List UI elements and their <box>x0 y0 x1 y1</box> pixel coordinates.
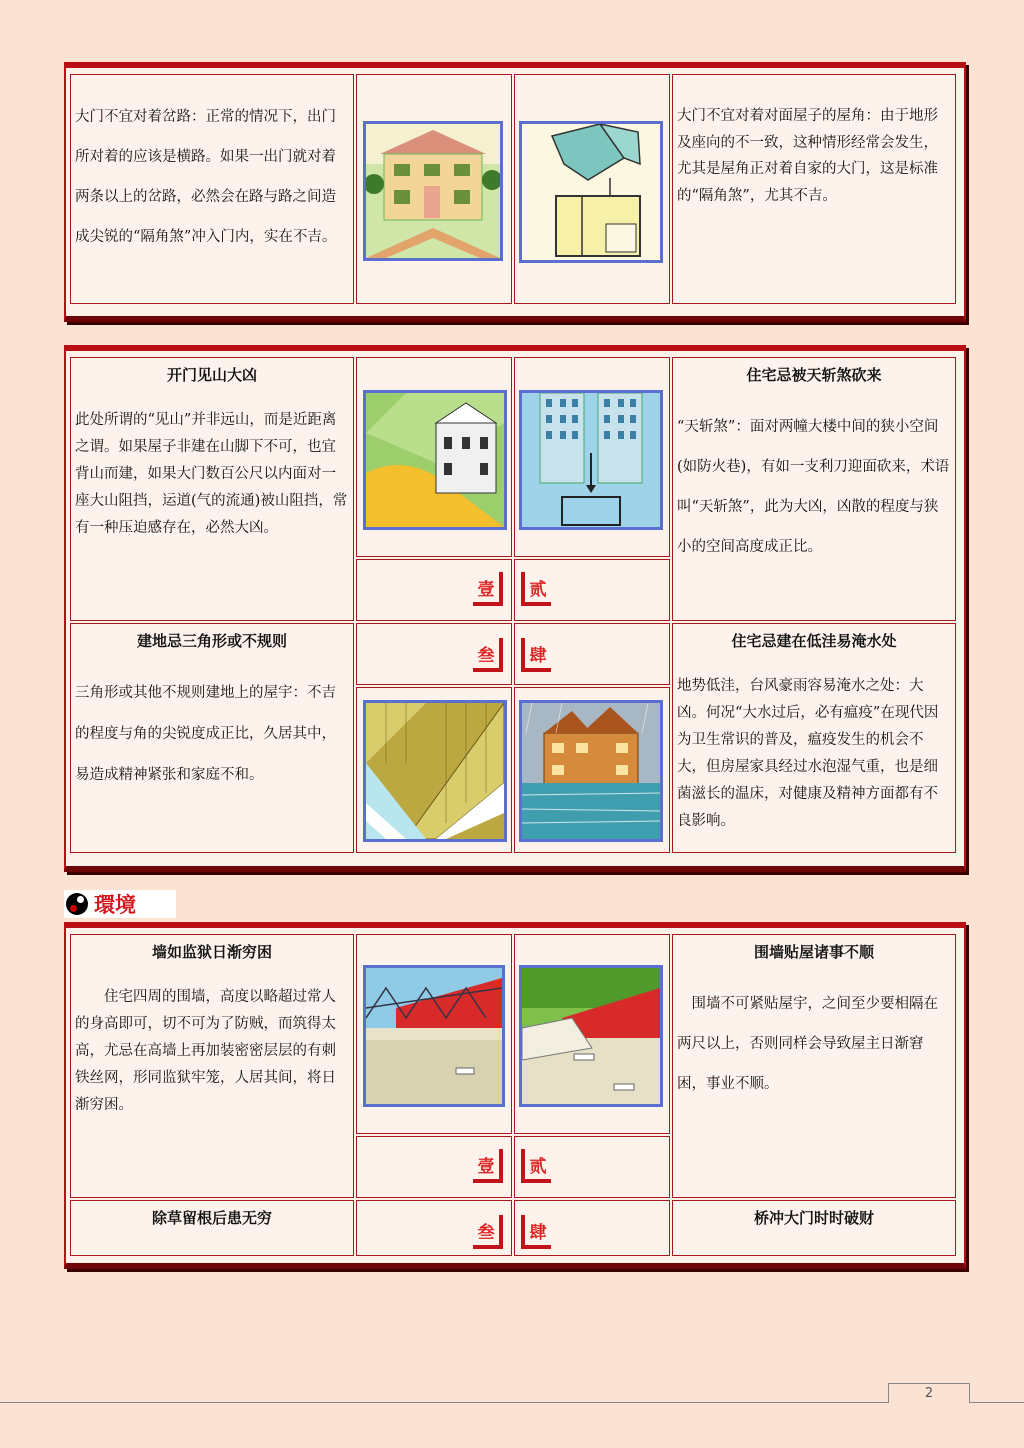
page-number: 2 <box>888 1383 970 1403</box>
seal-env-two: 贰 <box>521 1149 551 1183</box>
twin-towers-illustration <box>519 390 663 530</box>
tianzhan-text: “天斩煞”：面对两幢大楼中间的狭小空间(如防火巷)，有如一支利刀迎面砍来，术语叫“天斩煞”，此为大凶，凶散的程度与狭小的空间高度成正比。 <box>677 419 950 555</box>
mountain-title: 开门见山大凶 <box>166 366 257 384</box>
cell-seal-env-4 <box>514 1200 670 1256</box>
cell-image-fence <box>356 934 512 1134</box>
wall-house-title: 围墙贴屋诸事不顺 <box>753 943 874 961</box>
cell-image-house <box>356 74 512 304</box>
flood-house-illustration <box>519 700 663 842</box>
flood-text: 地势低洼，台风豪雨容易淹水之处：大凶。何况“大水过后，必有瘟疫”在现代因为卫生常识的普及，瘟疫发生的机会不大，但房屋家具经过水泡湿气重，也是细菌滋长的温床，对健康及精神方面都有不良影响。 <box>677 678 939 829</box>
cell-seal-3 <box>356 623 512 685</box>
cell-mountain-text <box>70 357 354 621</box>
cell-tianzhan-text <box>672 357 956 621</box>
cell-triangle-text <box>70 623 354 853</box>
cell-seal-env-2 <box>514 1136 670 1198</box>
cell-image-towers <box>514 357 670 557</box>
weed-title: 除草留根后患无穷 <box>151 1209 272 1227</box>
cell-left-text <box>70 74 354 304</box>
seal-two: 贰 <box>521 572 551 606</box>
cell-wall-house-text <box>672 934 956 1198</box>
cell-seal-2 <box>514 559 670 621</box>
cell-weed-title <box>70 1200 354 1256</box>
gate-corner-text: 大门不宜对着对面屋子的屋角：由于地形及座向的不一致，这种情形经常会发生，尤其是屋角正对着自家的大门，这是标准的“隔角煞”，尤其不吉。 <box>677 108 938 204</box>
cell-image-flood <box>514 687 670 853</box>
gate-crossroads-text: 大门不宜对着岔路：正常的情况下，出门所对着的应该是横路。如果一出门就对着两条以上的岔路，必然会在路与路之间造成尖锐的“隔角煞”冲入门内，实在不吉。 <box>75 109 337 245</box>
bridge-title: 桥冲大门时时破财 <box>753 1209 874 1227</box>
seal-env-one: 壹 <box>473 1149 503 1183</box>
prison-wall-title: 墙如监狱日渐穷困 <box>151 943 272 961</box>
seal-env-three: 叁 <box>473 1215 503 1249</box>
seal-four: 肆 <box>521 638 551 672</box>
seal-one: 壹 <box>473 572 503 606</box>
cell-image-wall-house <box>514 934 670 1134</box>
cell-flood-text <box>672 623 956 853</box>
wall-house-text: 围墙不可紧贴屋宇，之间至少要相隔在两尺以上，否则同样会导致屋主日渐窘困，事业不顺。 <box>677 996 938 1092</box>
floor-plan-corner-illustration <box>519 121 663 263</box>
cell-seal-env-3 <box>356 1200 512 1256</box>
barbed-wall-illustration <box>363 965 505 1107</box>
triangle-title: 建地忌三角形或不规则 <box>136 632 287 650</box>
triangle-lot-illustration <box>363 700 507 842</box>
section-header-environment <box>64 890 176 918</box>
cell-seal-4 <box>514 623 670 685</box>
seal-three: 叁 <box>473 638 503 672</box>
yin-yang-icon <box>66 893 88 915</box>
panel-environment <box>64 922 966 1269</box>
cell-seal-1 <box>356 559 512 621</box>
prison-wall-text: 住宅四周的围墙，高度以略超过常人的身高即可，切不可为了防贼，而筑得太高，尤忌在高墙上再加装密密层层的有刺铁丝网，形同监狱牢笼，人居其间，将日渐穷困。 <box>75 989 336 1113</box>
panel-gate-crossroads <box>64 62 966 322</box>
tianzhan-title: 住宅忌被天斩煞砍来 <box>746 366 882 384</box>
mountain-house-illustration <box>363 390 507 530</box>
cell-image-plan <box>514 74 670 304</box>
mountain-text: 此处所谓的“见山”并非远山，而是近距离之谓。如果屋子非建在山脚下不可，也宜背山而建，如果大门数百公尺以内面对一座大山阻挡，运道(气的流通)被山阻挡，常有一种压迫感存在，必然大凶。 <box>75 412 348 536</box>
section-title: 環境 <box>94 892 136 917</box>
triangle-text: 三角形或其他不规则建地上的屋宇：不吉的程度与角的尖锐度成正比，久居其中，易造成精神紧张和家庭不和。 <box>75 685 336 783</box>
cell-prison-wall-text <box>70 934 354 1198</box>
seal-env-four: 肆 <box>521 1215 551 1249</box>
cell-image-mountain <box>356 357 512 557</box>
footer-divider <box>0 1402 1024 1403</box>
cell-seal-env-1 <box>356 1136 512 1198</box>
wall-touching-house-illustration <box>519 965 663 1107</box>
house-crossroads-illustration <box>363 121 503 261</box>
panel-site-dangers <box>64 345 966 872</box>
cell-right-text <box>672 74 956 304</box>
cell-image-triangle <box>356 687 512 853</box>
cell-bridge-title <box>672 1200 956 1256</box>
flood-title: 住宅忌建在低洼易淹水处 <box>731 632 897 650</box>
